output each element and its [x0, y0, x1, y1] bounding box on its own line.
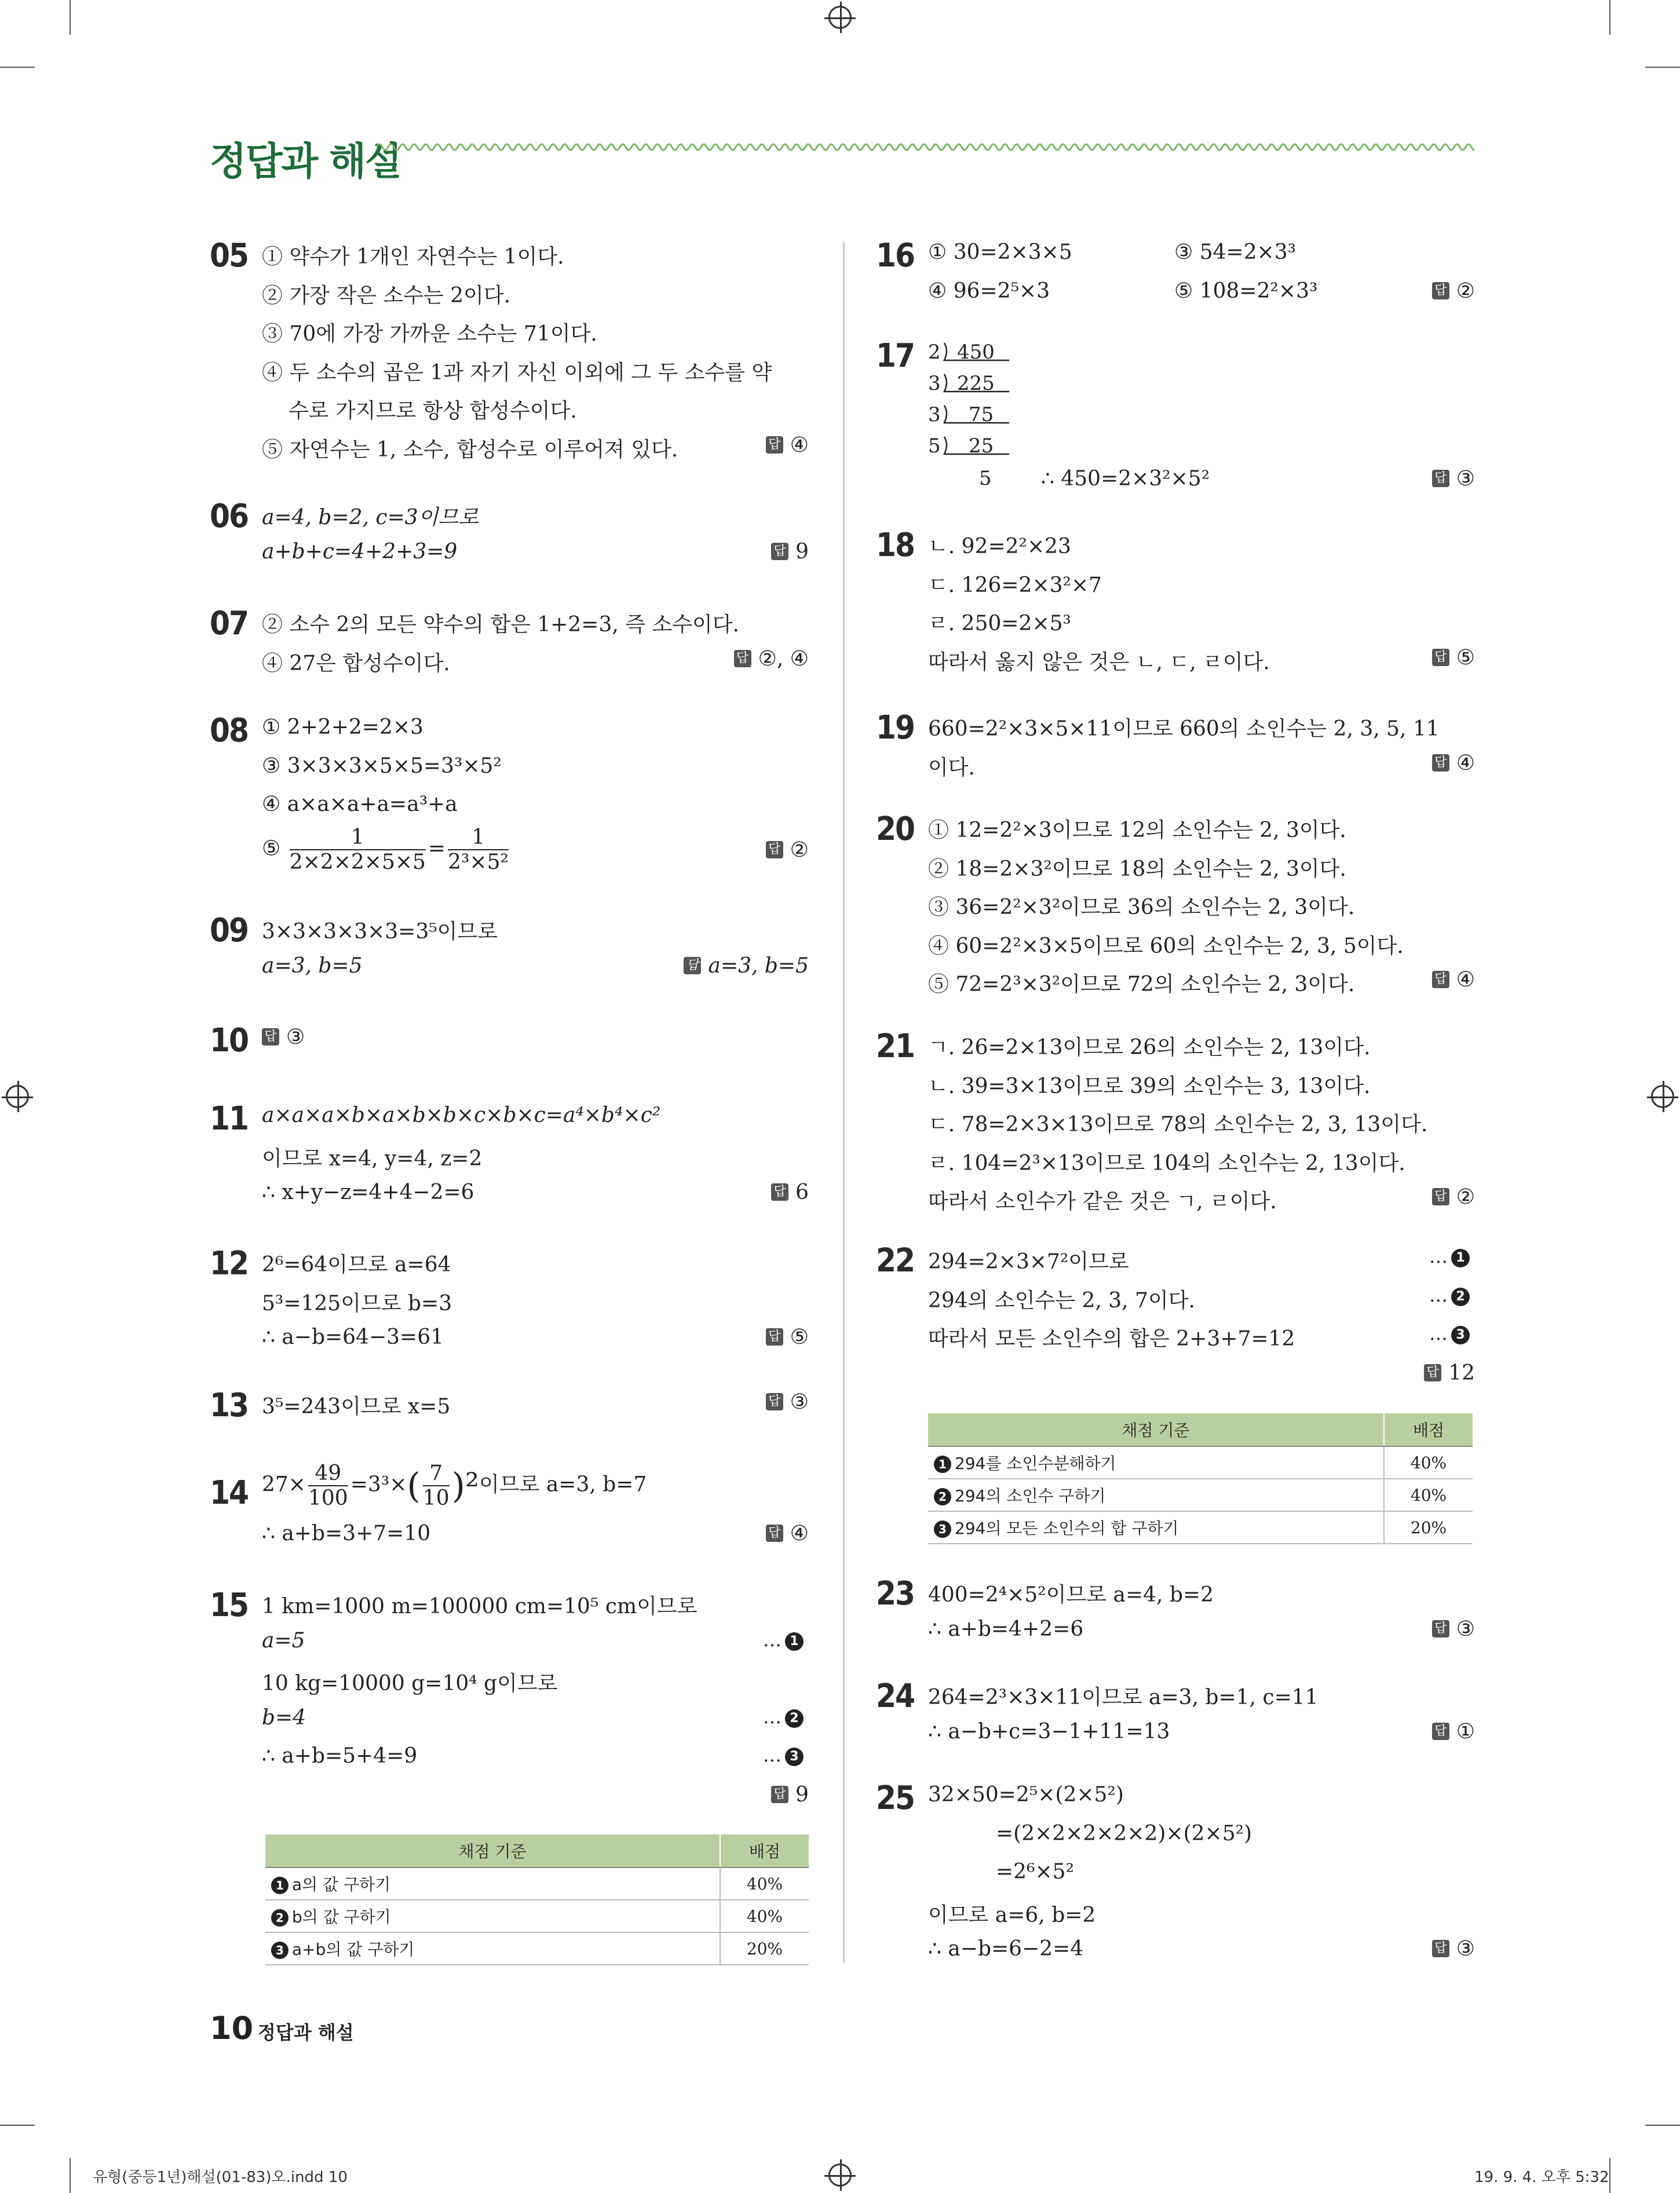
answer: 답 12 — [1424, 1361, 1475, 1385]
solution-line: ㄴ. 92=2²×23 — [928, 535, 1071, 558]
solution-line: ∴ a−b=6−2=4 — [928, 1937, 1084, 1961]
table-row: 3 a+b의 값 구하기 20% — [265, 1932, 809, 1965]
table-row: 1 294를 소인수분해하기 40% — [928, 1446, 1473, 1479]
solution-line: 660=2²×3×5×11이므로 660의 소인수는 2, 3, 5, 11 — [928, 717, 1440, 741]
problem-number: 09 — [210, 912, 249, 949]
solution-line: ① 약수가 1개인 자연수는 1이다. — [262, 245, 564, 269]
solution-line: ∴ a+b=5+4=9 — [262, 1744, 418, 1768]
step-number-icon: 3 — [785, 1748, 804, 1766]
table-row: 1 a의 값 구하기 40% — [265, 1867, 809, 1900]
solution-line: ④ 60=2²×3×5이므로 60의 소인수는 2, 3, 5이다. — [928, 934, 1404, 958]
problem-number: 17 — [876, 337, 915, 375]
answer-badge-icon: 답 — [766, 841, 783, 858]
step-number-icon: 1 — [271, 1877, 288, 1894]
dividend: 75 — [969, 403, 994, 426]
answer: 답 ④ — [766, 433, 809, 457]
answer-badge-icon: 답 — [1432, 282, 1449, 299]
crop-mark — [1609, 2158, 1610, 2193]
solution-line: ㄴ. 39=3×13이므로 39의 소인수는 3, 13이다. — [928, 1074, 1371, 1098]
answer-badge-icon: 답 — [771, 1786, 788, 1803]
problem-number: 12 — [210, 1245, 249, 1282]
answer-badge-icon: 답 — [766, 436, 783, 454]
step-number-icon: 2 — [785, 1709, 804, 1728]
solution-line: 따라서 옳지 않은 것은 ㄴ, ㄷ, ㄹ이다. — [928, 650, 1270, 674]
problem-number: 25 — [876, 1779, 915, 1817]
table-header: 배점 — [1384, 1413, 1473, 1446]
answer: 답 ③ — [766, 1390, 809, 1414]
answer-badge-icon: 답 — [734, 650, 751, 667]
crop-mark — [1645, 2125, 1680, 2126]
solution-line: 5³=125이므로 b=3 — [262, 1292, 452, 1315]
quotient: 5 — [979, 467, 992, 490]
answer-badge-icon: 답 — [1424, 1364, 1441, 1381]
column-divider — [843, 242, 845, 1962]
step-marker: … 1 — [1429, 1245, 1470, 1267]
grading-table — [265, 1834, 809, 1965]
answer-badge-icon: 답 — [766, 1328, 783, 1346]
answer-badge-icon: 답 — [766, 1393, 783, 1410]
problem-number: 23 — [876, 1575, 915, 1613]
answer: 답 ③ — [262, 1025, 305, 1049]
fraction: $\frac{7}{10}$ — [422, 1461, 450, 1511]
problem-number: 16 — [876, 237, 915, 275]
solution-line: ㄱ. 26=2×13이므로 26의 소인수는 2, 13이다. — [928, 1036, 1371, 1059]
crop-mark — [1645, 67, 1680, 68]
crop-mark — [0, 2125, 35, 2126]
crop-mark — [0, 67, 35, 68]
solution-line: ∴ 450=2×3²×5² — [1041, 467, 1210, 491]
problem-number: 18 — [876, 527, 915, 564]
solution-line: ② 18=2×3²이므로 18의 소인수는 2, 3이다. — [928, 857, 1346, 881]
step-number-icon: 1 — [1451, 1249, 1470, 1267]
step-number-icon: 1 — [785, 1632, 804, 1651]
solution-line: 3×3×3×3×3=3⁵이므로 — [262, 920, 498, 944]
solution-line: ㄷ. 126=2×3²×7 — [928, 573, 1102, 597]
solution-line: ③ 36=2²×3²이므로 36의 소인수는 2, 3이다. — [928, 896, 1355, 919]
answer-badge-icon: 답 — [1432, 754, 1449, 772]
solution-line: ② 가장 작은 소수는 2이다. — [262, 284, 511, 308]
problem-number: 24 — [876, 1677, 915, 1715]
problem-number: 14 — [210, 1474, 249, 1512]
page-header-title: 정답과 해설 — [210, 139, 401, 184]
answer: 답 9 — [771, 1783, 809, 1807]
step-number-icon: 2 — [1451, 1288, 1470, 1306]
table-row: 2 b의 값 구하기 40% — [265, 1900, 809, 1932]
solution-line: 10 kg=10000 g=10⁴ g이므로 — [262, 1672, 558, 1695]
solution-line: ㄹ. 250=2×5³ — [928, 612, 1071, 635]
solution-line: ∴ a−b+c=3−1+11=13 — [928, 1720, 1170, 1744]
problem-number: 20 — [876, 810, 915, 848]
problem-number: 07 — [210, 605, 249, 642]
answer-badge-icon: 답 — [1432, 1723, 1449, 1740]
answer-badge-icon: 답 — [1432, 1620, 1449, 1638]
solution-line: a=3, b=5 — [262, 954, 363, 978]
answer: 답 ⑤ — [766, 1325, 809, 1349]
solution-line: 294의 소인수는 2, 3, 7이다. — [928, 1289, 1195, 1313]
solution-line: 수로 가지므로 항상 합성수이다. — [288, 399, 577, 423]
registration-mark-icon — [828, 6, 852, 29]
problem-number: 10 — [210, 1022, 249, 1059]
problem-number: 08 — [210, 712, 249, 750]
problem-number: 22 — [876, 1242, 915, 1280]
answer: 답 ④ — [766, 1522, 809, 1545]
registration-mark-icon — [828, 2163, 852, 2187]
answer-badge-icon: 답 — [684, 957, 701, 974]
solution-line: ⑤ 자연수는 1, 소수, 합성수로 이루어져 있다. — [262, 438, 678, 462]
step-number-icon: 3 — [1451, 1326, 1470, 1344]
answer: 답 ② — [766, 838, 809, 862]
divisor: 3 — [928, 403, 941, 426]
answer-badge-icon: 답 — [1432, 1940, 1449, 1957]
divisor: 3 — [928, 372, 941, 395]
answer-badge-icon: 답 — [771, 1183, 788, 1201]
grading-table — [928, 1413, 1473, 1544]
step-number-icon: 1 — [934, 1456, 951, 1473]
problem-number: 19 — [876, 709, 915, 747]
footer-label: 정답과 해설 — [258, 2022, 354, 2044]
registration-mark-icon — [6, 1085, 29, 1108]
solution-line: ㄹ. 104=2³×13이므로 104의 소인수는 2, 13이다. — [928, 1152, 1405, 1175]
print-slug-date: 19. 9. 4. 오후 5:32 — [1474, 2169, 1609, 2186]
table-row: 2 294의 소인수 구하기 40% — [928, 1479, 1473, 1511]
header-wave-decoration — [377, 140, 1474, 154]
solution-line: ② 소수 2의 모든 약수의 합은 1+2=3, 즉 소수이다. — [262, 613, 740, 637]
table-row: 3 294의 모든 소인수의 합 구하기 20% — [928, 1511, 1473, 1544]
answer: 답 ③ — [1432, 1617, 1475, 1641]
dividend: 225 — [957, 372, 995, 395]
answer-badge-icon: 답 — [766, 1525, 783, 1542]
solution-line: 이다. — [928, 756, 975, 780]
answer-badge-icon: 답 — [1432, 1188, 1449, 1205]
solution-line: 따라서 모든 소인수의 합은 2+3+7=12 — [928, 1327, 1295, 1351]
solution-line: a=4, b=2, c=3이므로 — [262, 506, 479, 529]
registration-mark-icon — [1651, 1085, 1674, 1108]
answer-badge-icon: 답 — [771, 543, 788, 560]
fraction: $\frac{49}{100}$ — [308, 1461, 348, 1511]
solution-line: ① 30=2×3×5 — [928, 240, 1072, 264]
solution-line: 264=2³×3×11이므로 a=3, b=1, c=11 — [928, 1686, 1319, 1709]
answer: 답 a=3, b=5 — [684, 954, 809, 978]
dividend: 450 — [957, 341, 995, 364]
solution-line: ∴ a+b=3+7=10 — [262, 1522, 431, 1545]
answer: 답 ① — [1432, 1720, 1475, 1744]
step-marker: … 3 — [763, 1744, 804, 1766]
step-marker: … 2 — [763, 1706, 804, 1728]
solution-line: =(2×2×2×2×2)×(2×5²) — [996, 1822, 1252, 1845]
problem-number: 13 — [210, 1387, 249, 1424]
dividend: 25 — [969, 434, 994, 458]
solution-line: =2⁶×5² — [996, 1860, 1074, 1884]
problem-number: 21 — [876, 1028, 915, 1065]
step-number-icon: 3 — [271, 1942, 288, 1959]
step-marker: … 2 — [1429, 1284, 1470, 1306]
solution-line: ⑤ 72=2³×3²이므로 72의 소인수는 2, 3이다. — [928, 973, 1355, 996]
answer: 답 ⑤ — [1432, 646, 1475, 670]
divisor: 5 — [928, 434, 941, 458]
solution-line: 3⁵=243이므로 x=5 — [262, 1395, 451, 1419]
answer-badge-icon: 답 — [262, 1028, 279, 1046]
solution-line: 400=2⁴×5²이므로 a=4, b=2 — [928, 1583, 1214, 1607]
solution-line: ㄷ. 78=2×3×13이므로 78의 소인수는 2, 3, 13이다. — [928, 1113, 1428, 1136]
solution-line: ⑤ 108=2²×3³ — [1174, 279, 1318, 303]
answer: 답 ③ — [1432, 1937, 1475, 1961]
answer: 답 ②, ④ — [734, 647, 809, 671]
answer-badge-icon: 답 — [1432, 971, 1449, 988]
solution-line: 2⁶=64이므로 a=64 — [262, 1253, 451, 1277]
page-number: 10 — [210, 2010, 254, 2046]
answer: 답 ④ — [1432, 751, 1475, 775]
step-number-icon: 3 — [934, 1521, 951, 1538]
answer-badge-icon: 답 — [1432, 649, 1449, 666]
problem-number: 06 — [210, 498, 249, 535]
table-header: 채점 기준 — [265, 1834, 720, 1867]
crop-mark — [1609, 0, 1610, 35]
solution-line: ① 12=2²×3이므로 12의 소인수는 2, 3이다. — [928, 818, 1346, 842]
fraction: $\frac{1}{\text{2³×5²}}$ — [448, 825, 509, 875]
problem-number: 05 — [210, 237, 249, 275]
answer: 답 ② — [1432, 279, 1475, 303]
fraction: $\frac{1}{2\times 2\times 2\times 5\times 5}$ — [289, 825, 426, 875]
crop-mark — [70, 2158, 71, 2193]
table-header: 채점 기준 — [928, 1413, 1384, 1446]
answer: 답 6 — [771, 1180, 809, 1204]
problem-number: 11 — [210, 1100, 249, 1138]
solution-line: ④ a×a×a+a=a³+a — [262, 792, 458, 816]
solution-line: a=5 — [262, 1629, 305, 1653]
print-slug-file: 유형(중등1년)해설(01-83)오.indd 10 — [93, 2169, 348, 2186]
solution-line: 따라서 소인수가 같은 것은 ㄱ, ㄹ이다. — [928, 1190, 1277, 1214]
table-header: 배점 — [720, 1834, 809, 1867]
solution-line: 294=2×3×7²이므로 — [928, 1250, 1129, 1274]
solution-line: ④ 96=2⁵×3 — [928, 279, 1050, 303]
solution-line: ∴ a−b=64−3=61 — [262, 1325, 444, 1349]
solution-line: b=4 — [262, 1706, 306, 1730]
solution-line: 이므로 x=4, y=4, z=2 — [262, 1147, 483, 1171]
solution-line: 이므로 a=6, b=2 — [928, 1903, 1096, 1927]
crop-mark — [70, 0, 71, 35]
divisor: 2 — [928, 341, 941, 364]
answer: 답 ④ — [1432, 968, 1475, 992]
solution-line: 27× $\frac{49}{100}$ =3³×( $\frac{7}{10}$ )²이므로 a=3, b=7 — [262, 1461, 647, 1511]
problem-number: 15 — [210, 1587, 249, 1624]
solution-line: ⑤ $\frac{1}{2\times 2\times 2\times 5\times 5}$ = $\frac{1}{\text{2³×5²}}$ — [262, 825, 509, 875]
solution-line: ∴ x+y−z=4+4−2=6 — [262, 1180, 474, 1204]
solution-line: ③ 70에 가장 가까운 소수는 71이다. — [262, 322, 597, 346]
solution-line: ① 2+2+2=2×3 — [262, 715, 423, 739]
answer: 답 ② — [1432, 1185, 1475, 1209]
answer-badge-icon: 답 — [1432, 470, 1449, 487]
step-number-icon: 2 — [934, 1488, 951, 1505]
solution-line: ④ 두 소수의 곱은 1과 자기 자신 이외에 그 두 소수를 약 — [262, 361, 772, 385]
solution-line: ④ 27은 합성수이다. — [262, 652, 450, 675]
solution-line: a+b+c=4+2+3=9 — [262, 540, 458, 564]
solution-line: ③ 54=2×3³ — [1174, 240, 1296, 264]
solution-line: a×a×a×b×a×b×b×c×b×c=a⁴×b⁴×c² — [262, 1103, 661, 1127]
step-marker: … 1 — [763, 1629, 804, 1651]
solution-line: 1 km=1000 m=100000 cm=10⁵ cm이므로 — [262, 1595, 697, 1618]
solution-line: ∴ a+b=4+2=6 — [928, 1617, 1084, 1641]
solution-line: 32×50=2⁵×(2×5²) — [928, 1783, 1124, 1807]
step-number-icon: 2 — [271, 1909, 288, 1927]
solution-line: ③ 3×3×3×5×5=3³×5² — [262, 754, 502, 778]
answer: 답 9 — [771, 540, 809, 564]
step-marker: … 3 — [1429, 1322, 1470, 1344]
answer: 답 ③ — [1432, 467, 1475, 491]
